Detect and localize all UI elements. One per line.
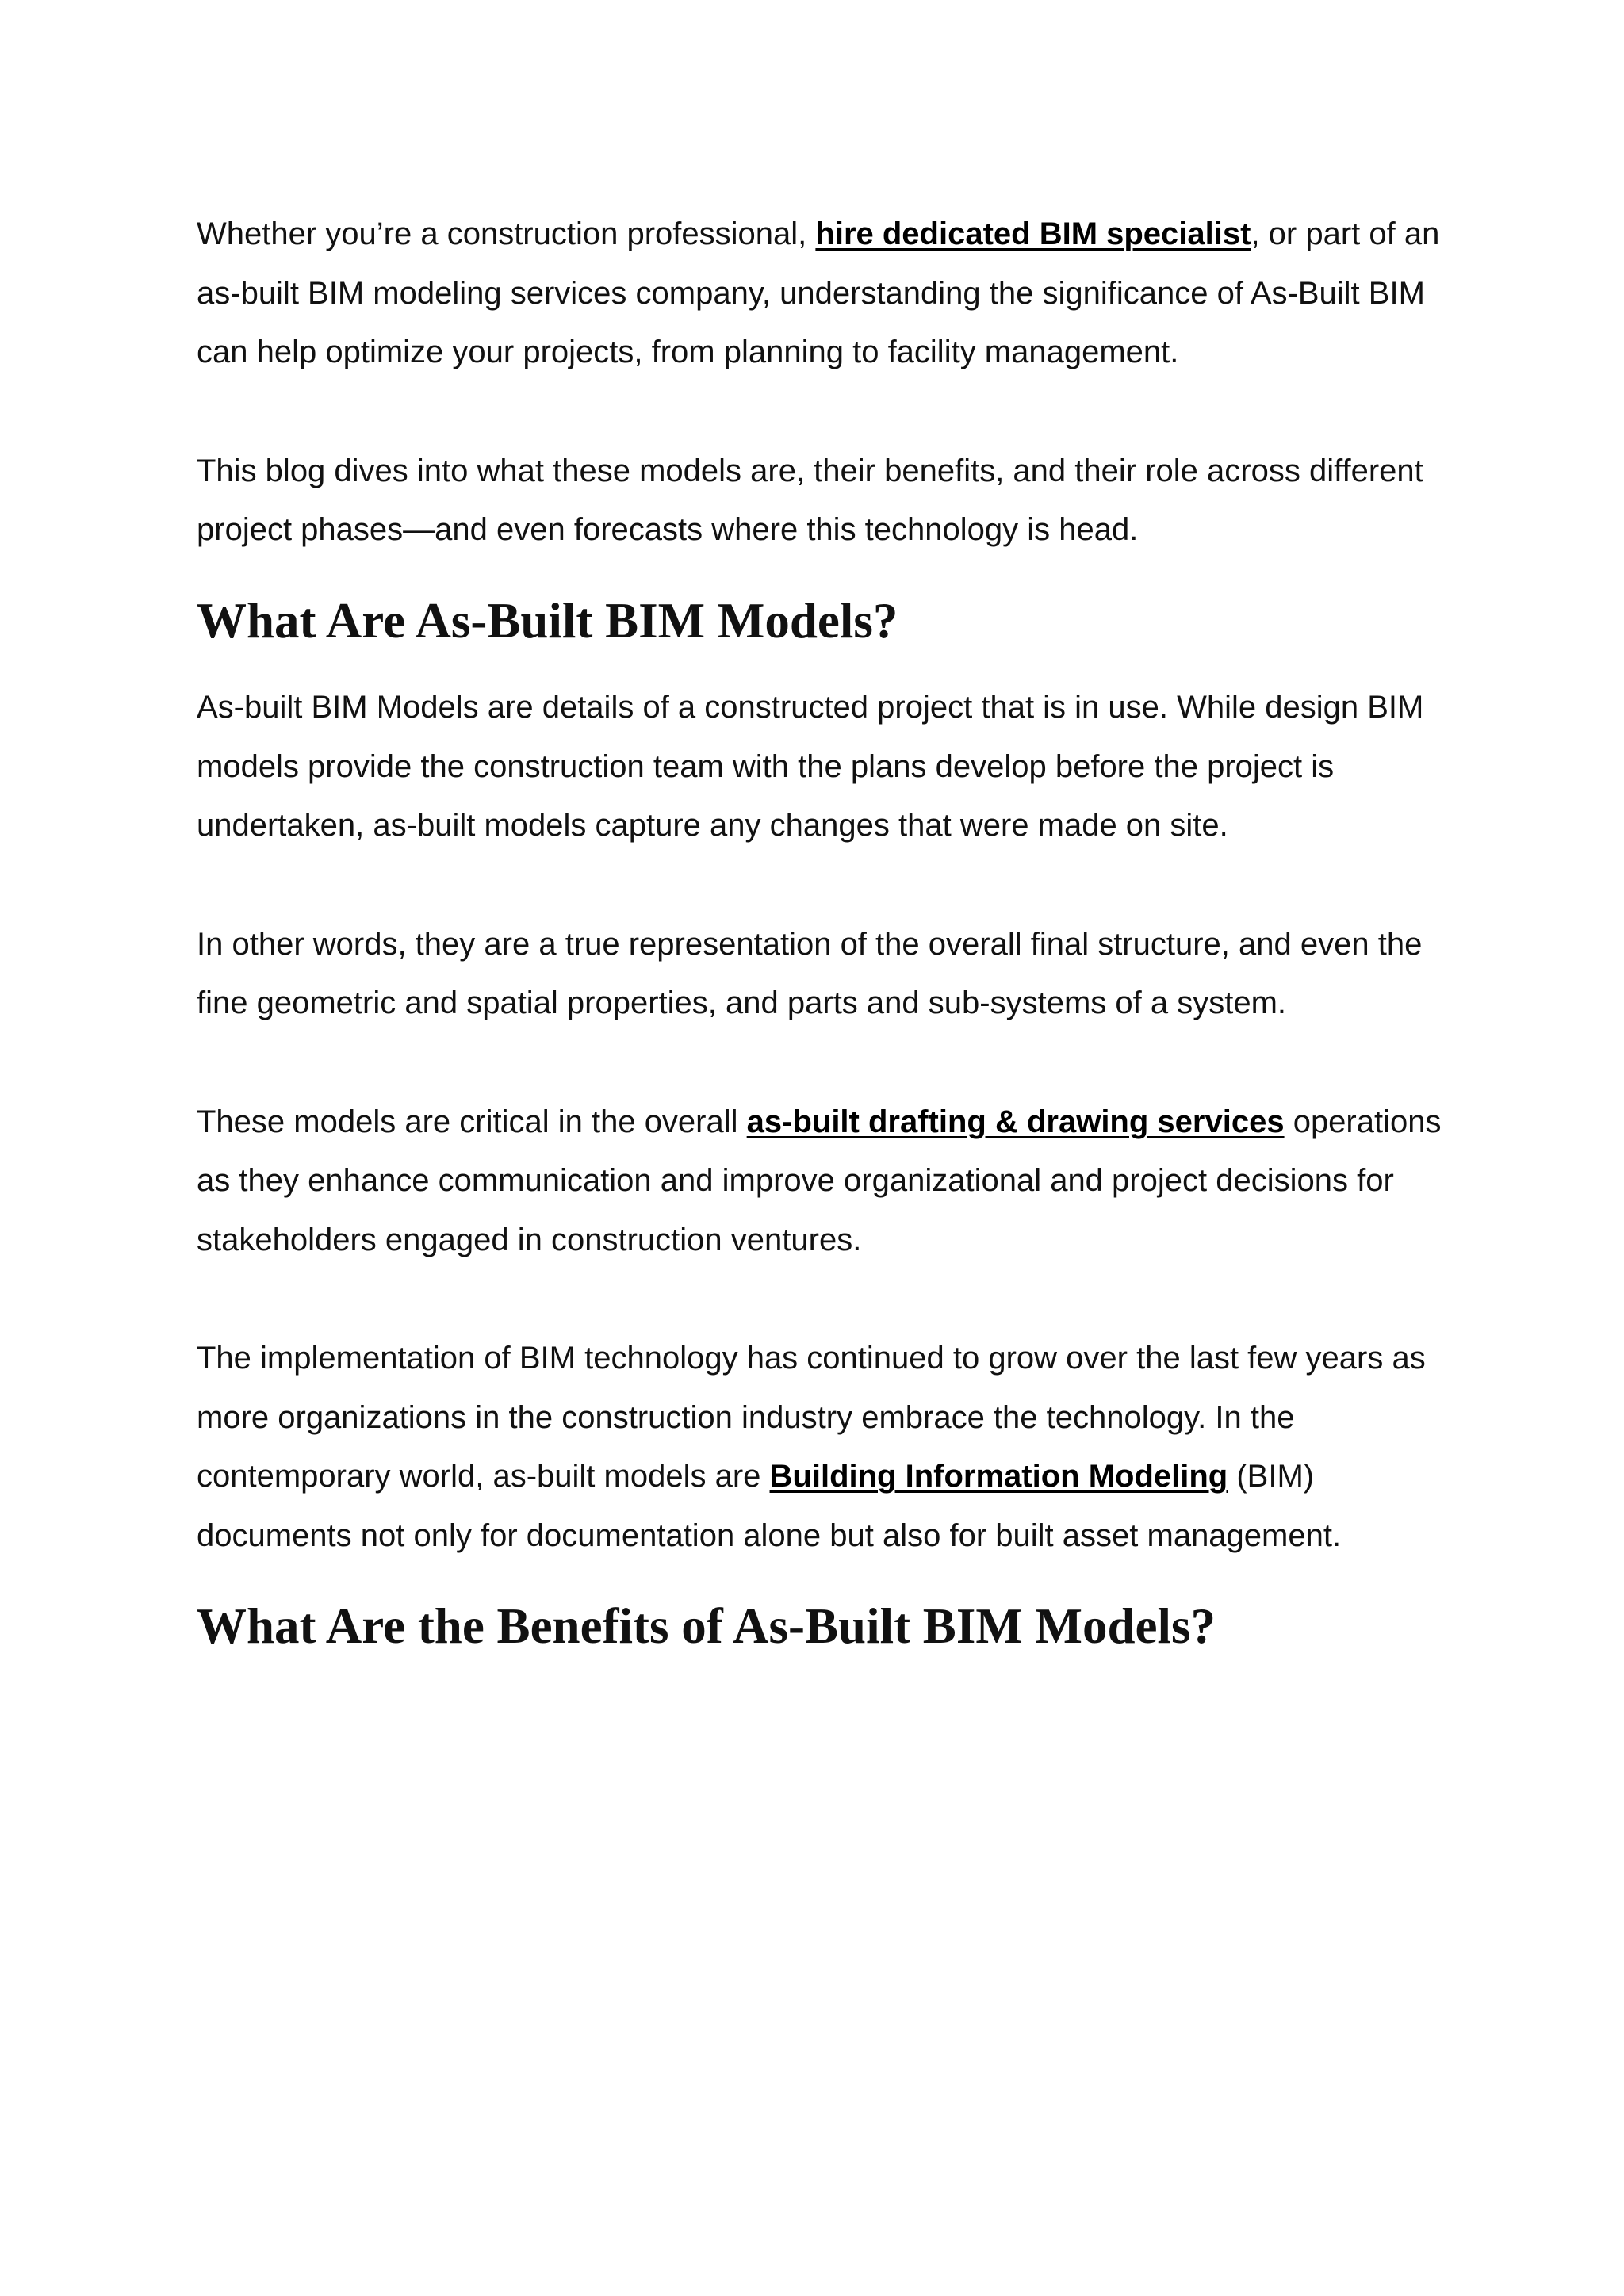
section-heading-benefits: What Are the Benefits of As-Built BIM Models? bbox=[197, 1598, 1216, 1655]
intro-text-after: , or part of an as-built BIM modeling services company, understanding the significance of As-Built BIM can help optimize your projects, from planning to facility management. bbox=[197, 216, 1440, 369]
intro-text-before: Whether you’re a construction professional, bbox=[197, 216, 816, 251]
drafting-text-before: These models are critical in the overall bbox=[197, 1104, 747, 1139]
intro-paragraph bbox=[197, 205, 1450, 382]
drafting-services-paragraph bbox=[197, 1093, 1450, 1270]
as-built-drafting-link[interactable]: as-built drafting & drawing services bbox=[746, 1104, 1285, 1139]
blog-overview-paragraph: This blog dives into what these models are, their benefits, and their role across different project phases—and even forecasts where this technology is head. bbox=[197, 453, 1423, 547]
drafting-text-after: operations as they enhance communication and improve organizational and project decisions for stakeholders engaged in construction ventures. bbox=[197, 1104, 1442, 1257]
hire-bim-specialist-link[interactable]: hire dedicated BIM specialist bbox=[815, 216, 1251, 251]
definition-paragraph: As-built BIM Models are details of a constructed project that is in use. While design BIM models provide the construction team with the plans develop before the project is undertaken, as-built models capture any changes that were made on site. bbox=[197, 690, 1424, 844]
building-information-modeling-link[interactable]: Building Information Modeling bbox=[769, 1459, 1228, 1494]
bim-implementation-paragraph bbox=[197, 1329, 1450, 1565]
representation-paragraph: In other words, they are a true representation of the overall final structure, and even the fine geometric and spatial properties, and parts and sub-systems of a system. bbox=[197, 926, 1423, 1021]
article-body bbox=[197, 205, 1450, 1657]
implementation-text-after: (BIM) documents not only for documentation alone but also for built asset management. bbox=[197, 1459, 1342, 1553]
implementation-text-before: The implementation of BIM technology has continued to grow over the last few years as more organizations in the construction industry embrace the technology. In the contemporary world, as-built models are bbox=[197, 1341, 1426, 1494]
section-heading-what-are-models: What Are As-Built BIM Models? bbox=[197, 592, 898, 649]
